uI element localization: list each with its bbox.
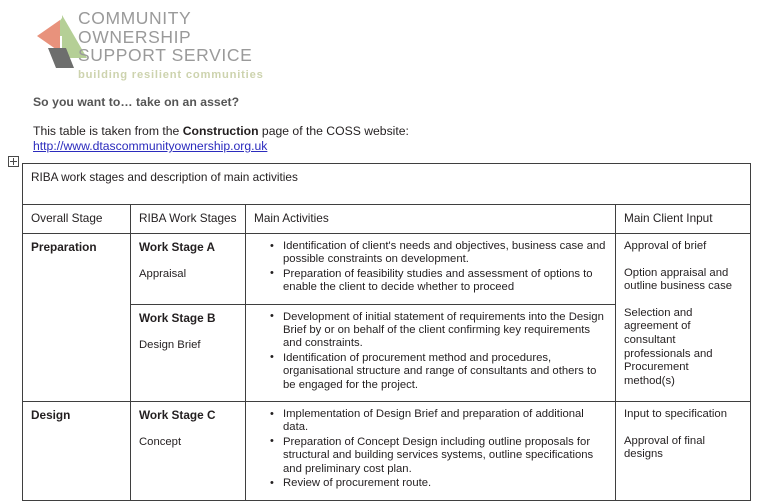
coss-website-link[interactable]: http://www.dtascommunityownership.org.uk [33, 139, 268, 153]
column-header-riba-work-stages: RIBA Work Stages [131, 205, 246, 234]
client-input-item: Selection and agreement of consultant professionals and Procurement method(s) [624, 306, 713, 387]
activity-item: • Development of initial statement of requirements into the Design Brief by or on behalf of the client confirming key requirements and constraints. [270, 311, 607, 351]
overall-stage-label: Preparation [31, 240, 97, 254]
intro-paragraph-prefix: This table is taken from the [33, 124, 183, 138]
activity-item: • Review of procurement route. [270, 477, 607, 490]
client-input-item: Approval of final designs [624, 434, 706, 461]
cell-work-stage [131, 402, 246, 500]
activity-item: • Identification of procurement method and procedures, organisational structure and range of consultants and others to be engaged for the project. [270, 352, 607, 392]
activities-list [254, 408, 607, 490]
client-input-item: Option appraisal and outline business case [624, 266, 733, 293]
cell-main-activities [246, 234, 616, 305]
table-row [23, 402, 751, 500]
activity-item: • Preparation of Concept Design including outline proposals for structural and building services systems, outline specifications and preliminary cost plan. [270, 436, 607, 476]
work-stage-title: Work Stage C [139, 408, 216, 423]
logo-line-3: SUPPORT SERVICE [78, 45, 253, 66]
table-header-row [23, 205, 751, 234]
coss-logo [36, 8, 336, 80]
cell-main-client-input [616, 402, 751, 500]
client-input-item: Approval of brief [624, 240, 707, 252]
table-row [23, 234, 751, 305]
table-title-row [23, 164, 751, 205]
overall-stage-label: Design [31, 408, 71, 423]
riba-work-stages-table [22, 163, 751, 501]
cell-work-stage [131, 304, 246, 401]
cell-work-stage [131, 234, 246, 305]
activity-item: • Identification of client's needs and objectives, business case and possible constraints on development. [270, 240, 607, 267]
work-stage-title: Work Stage A [139, 240, 216, 254]
work-stage-name: Concept [139, 436, 182, 449]
table-title: RIBA work stages and description of main activities [23, 164, 751, 205]
coss-logo-wordmark [78, 8, 338, 81]
page-title: So you want to… take on an asset? [33, 95, 240, 109]
intro-paragraph-suffix: page of the COSS website: [258, 124, 409, 138]
cell-main-activities [246, 402, 616, 500]
activities-list [254, 240, 607, 295]
logo-line-2: OWNERSHIP [78, 26, 192, 47]
cell-main-client-input [616, 234, 751, 402]
cell-overall-stage [23, 234, 131, 402]
activity-item: • Implementation of Design Brief and preparation of additional data. [270, 408, 607, 435]
logo-line-1: COMMUNITY [78, 8, 192, 28]
activities-list [254, 311, 607, 392]
column-header-main-activities: Main Activities [246, 205, 616, 234]
intro-paragraph-bold: Construction [182, 124, 259, 138]
cell-main-activities [246, 304, 616, 401]
table-move-handle-icon[interactable] [8, 156, 19, 167]
work-stage-name: Design Brief [139, 338, 201, 351]
logo-tagline: building resilient communities [78, 68, 264, 81]
intro-paragraph [33, 124, 409, 138]
work-stage-title: Work Stage B [139, 310, 216, 325]
column-header-main-client-input: Main Client Input [616, 205, 751, 234]
client-input-item: Input to specification [624, 408, 727, 421]
column-header-overall-stage: Overall Stage [23, 205, 131, 234]
activity-item: • Preparation of feasibility studies and assessment of options to enable the client to decide whether to proceed [270, 268, 607, 295]
work-stage-name: Appraisal [139, 268, 187, 280]
cell-overall-stage [23, 402, 131, 500]
